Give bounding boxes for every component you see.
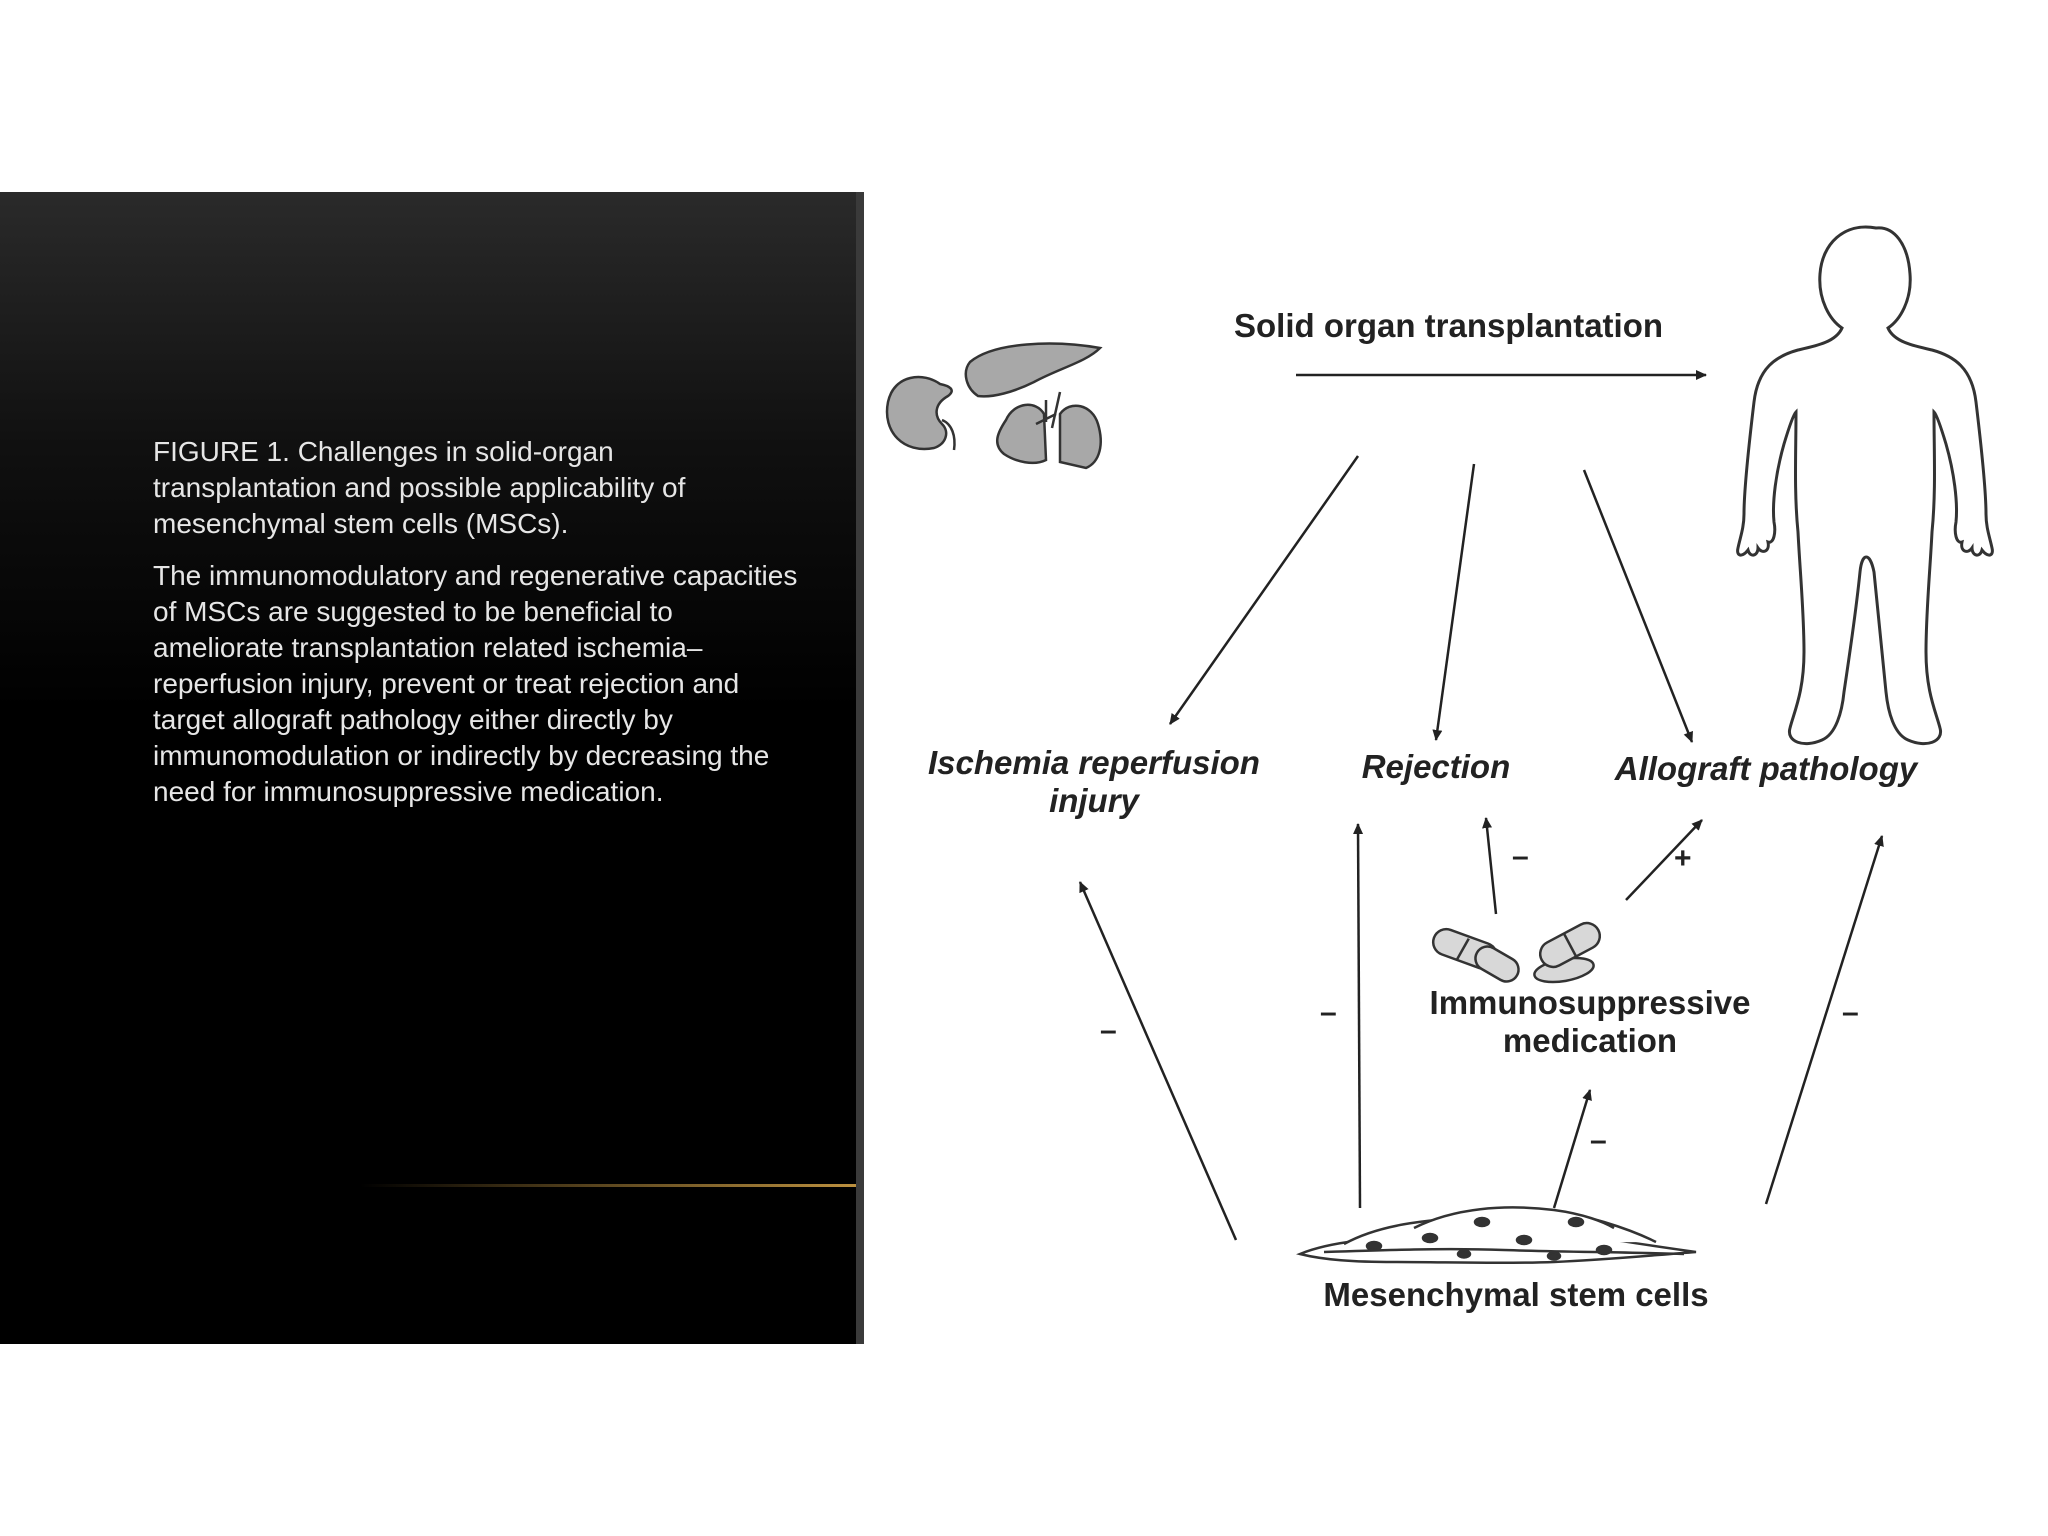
msc-to-immuno-arrow <box>1554 1090 1590 1208</box>
diagram-panel <box>864 192 2048 1344</box>
sign-msc-rejection: – <box>1320 996 1337 1029</box>
solid-organ-transplantation-label: Solid organ transplantation <box>1234 307 1664 344</box>
sign-msc-allograft: – <box>1842 996 1859 1029</box>
sign-msc-immuno: – <box>1590 1124 1607 1157</box>
arrow-to-rejection <box>1436 464 1474 740</box>
ischemia-label-line2: injury <box>1049 782 1139 819</box>
figure-caption <box>153 434 803 826</box>
immunosuppressive-label-line1: Immunosuppressive <box>1429 984 1751 1021</box>
ischemia-label-line1: Ischemia reperfusion <box>928 744 1260 781</box>
sign-msc-ischemia: – <box>1100 1014 1117 1047</box>
immunosuppressive-label-line2: medication <box>1502 1022 1678 1059</box>
caption-body: The immunomodulatory and regenerative capacities of MSCs are suggested to be beneficial to ameliorate transplantation related ischemia–reperfusion injury, prevent or treat rejection and target allograft pathology either directly by immunomodulation or indirectly by decreasing the need for immunosuppressive medication. <box>153 560 798 807</box>
arrow-to-allograft <box>1584 470 1692 742</box>
accent-line <box>360 1184 856 1187</box>
caption-panel <box>0 192 856 1344</box>
diagram-svg <box>864 192 2048 1344</box>
pills-icon <box>1430 918 1605 986</box>
rejection-label: Rejection <box>1361 748 1511 785</box>
msc-to-ischemia-arrow <box>1080 882 1236 1240</box>
immuno-to-rejection-arrow <box>1486 818 1496 914</box>
arrow-to-ischemia <box>1170 456 1358 724</box>
allograft-pathology-label: Allograft pathology <box>1614 750 1918 787</box>
slide <box>0 192 2048 1344</box>
organs-icon <box>887 344 1101 468</box>
human-figure-icon <box>1738 227 1993 744</box>
mesenchymal-cells-icon <box>1300 1207 1696 1262</box>
mesenchymal-stem-cells-label: Mesenchymal stem cells <box>1323 1276 1709 1313</box>
msc-to-rejection-arrow <box>1358 824 1360 1208</box>
msc-to-allograft-arrow <box>1766 836 1882 1204</box>
sign-immuno-rejection: – <box>1512 840 1529 873</box>
panel-divider <box>856 192 864 1344</box>
sign-immuno-allograft: + <box>1674 842 1692 875</box>
caption-title: FIGURE 1. Challenges in solid-organ transplantation and possible applicability of mesenchymal stem cells (MSCs). <box>153 436 686 539</box>
